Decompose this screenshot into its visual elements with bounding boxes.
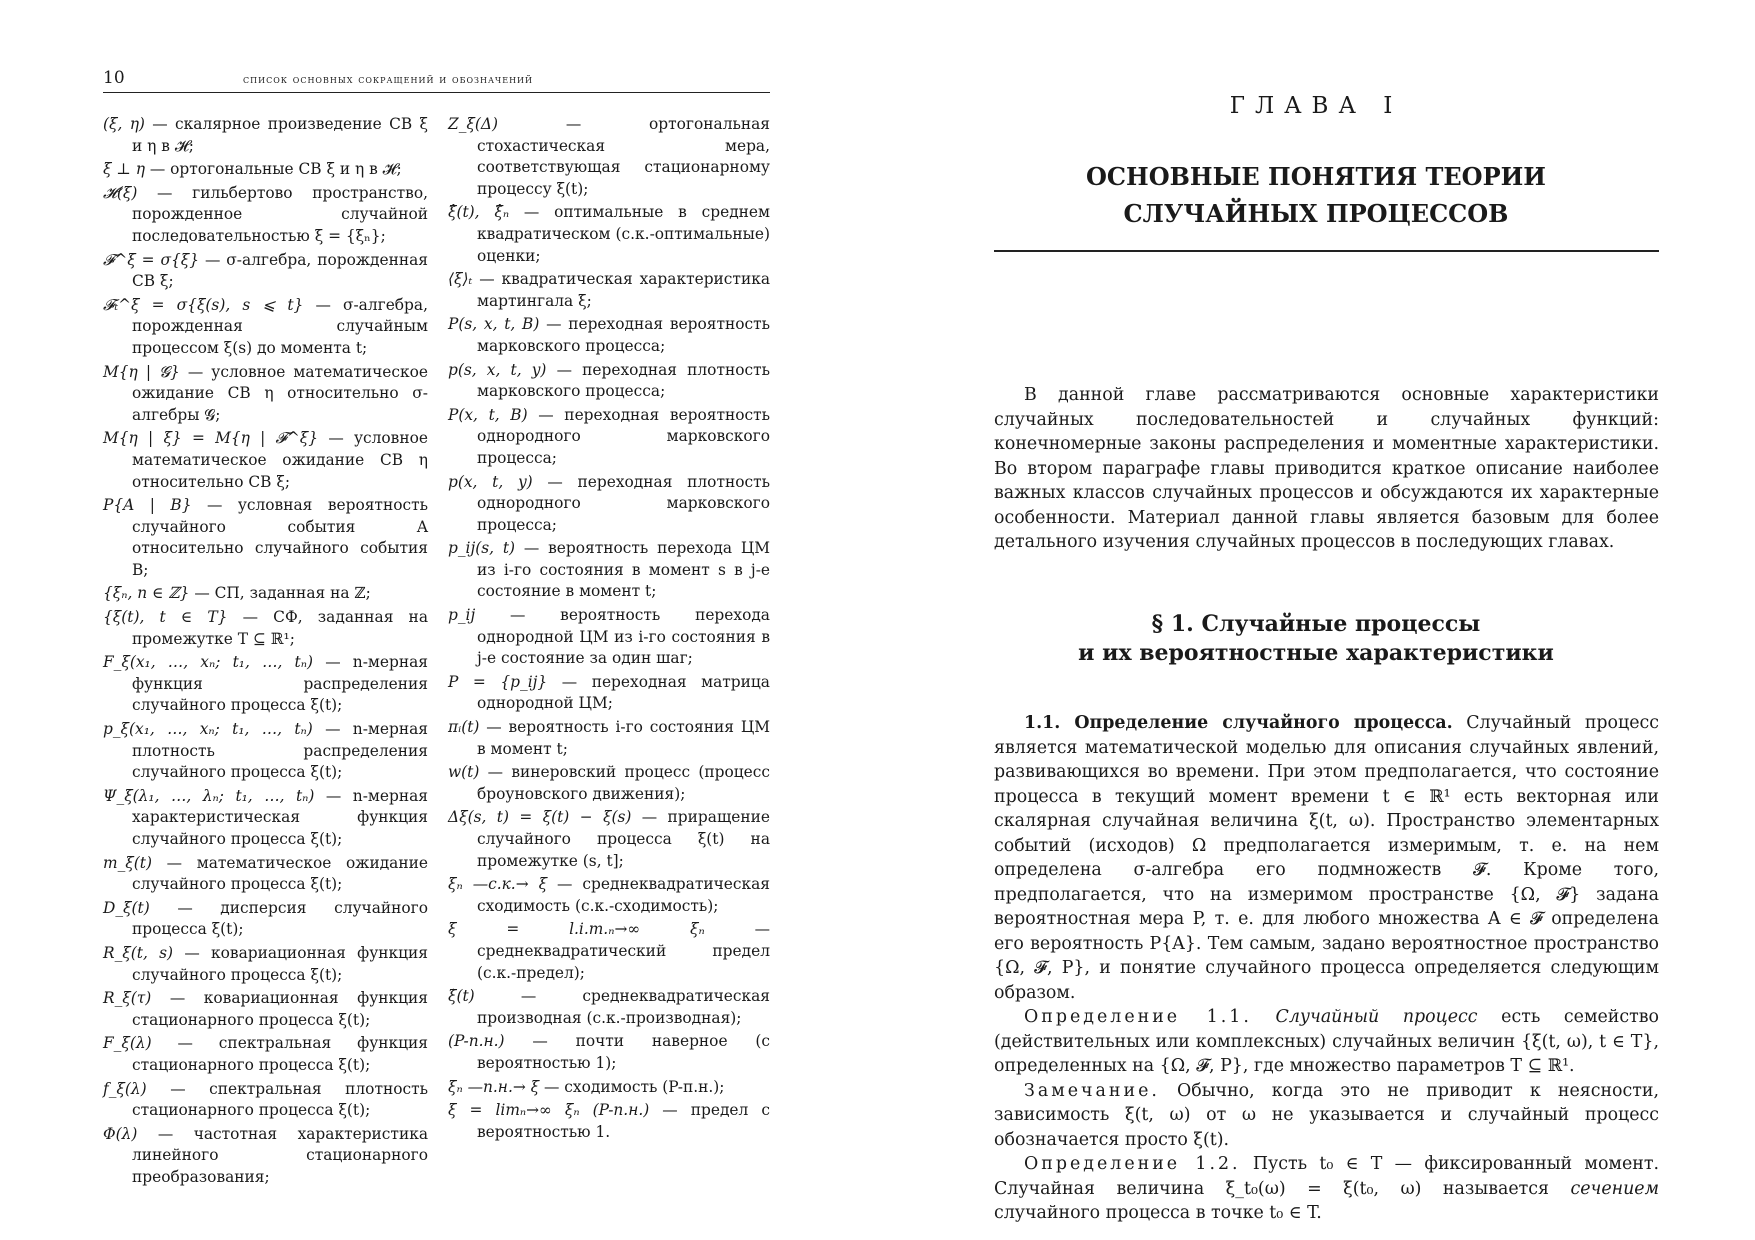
notation-symbol: ξ̂(t), ξ̂ₙ — [448, 203, 510, 222]
notation-entry — [103, 362, 428, 427]
notation-symbol: ξ = limₙ→∞ ξₙ (P-п.н.) — [448, 1101, 650, 1120]
notation-symbol: 𝓗(ξ) — [103, 183, 138, 202]
definition-1-term: Случайный процесс — [1275, 1007, 1478, 1027]
notation-entry — [103, 898, 428, 941]
notation-symbol: (ξ, η) — [103, 115, 145, 133]
subsection-heading: 1.1. Определение случайного процесса. — [1024, 713, 1453, 733]
notation-symbol: P = {p_ij} — [448, 672, 548, 691]
notation-entry — [448, 672, 770, 715]
notation-symbol: p(s, x, t, y) — [448, 360, 547, 379]
notation-description: — переходная вероятность однородного марковского процесса; — [477, 405, 770, 467]
notation-description: — условное математическое ожидание СВ η относительно СВ ξ; — [132, 429, 428, 491]
notation-symbol: R_ξ(t, s) — [103, 943, 174, 962]
notation-symbol: w(t) — [448, 763, 480, 782]
notation-entry — [448, 1100, 770, 1143]
notation-description: — спектральная функция стационарного процесса ξ(t); — [132, 1034, 428, 1074]
notation-symbol: p_ξ(x₁, …, xₙ; t₁, …, tₙ) — [103, 720, 313, 739]
notation-description: — условная вероятность случайного события A относительно случайного события B; — [132, 496, 428, 579]
notation-symbol: F_ξ(λ) — [103, 1034, 152, 1053]
notation-symbol: (P-п.н.) — [448, 1032, 505, 1051]
notation-symbol: F_ξ(x₁, …, xₙ; t₁, …, tₙ) — [103, 653, 313, 672]
notation-entry — [448, 269, 770, 312]
notation-symbol: p(x, t, y) — [448, 472, 533, 491]
definition-2-text-b: случайного процесса в точке t₀ ∈ T. — [994, 1203, 1322, 1223]
notation-description: — σ-алгебра, порожденная случайным процессом ξ(s) до момента t; — [132, 295, 428, 357]
notation-description: — σ-алгебра, порожденная СВ ξ; — [132, 250, 429, 291]
notation-description: — ковариационная функция случайного процесса ξ(t); — [132, 943, 428, 984]
notation-entry — [448, 605, 770, 670]
notation-symbol: m_ξ(t) — [103, 853, 152, 872]
notation-entry — [103, 1033, 428, 1076]
notation-symbol: Φ(λ) — [103, 1124, 138, 1143]
notation-entry — [103, 719, 428, 784]
notation-symbol: ξₙ —п.н.→ ξ — [448, 1077, 540, 1096]
section-title-line-1: § 1. Случайные процессы — [1151, 611, 1481, 637]
section-body — [994, 711, 1659, 1226]
notation-entry — [103, 1079, 428, 1122]
chapter-title — [877, 158, 1755, 232]
notation-symbol: P(x, t, B) — [448, 405, 528, 424]
notation-description: — среднеквадратическая сходимость (с.к.-сходимость); — [477, 875, 770, 915]
notation-entry — [448, 1077, 770, 1099]
notation-entry — [448, 717, 770, 760]
notation-entry — [448, 472, 770, 537]
notation-symbol: f_ξ(λ) — [103, 1079, 147, 1098]
notation-description: — приращение случайного процесса ξ(t) на промежутке (s, t]; — [477, 808, 770, 870]
notation-symbol: {ξₙ, n ∈ ℤ} — [103, 584, 190, 603]
chapter-title-line-2: СЛУЧАЙНЫХ ПРОЦЕССОВ — [1123, 199, 1509, 228]
chapter-label: ГЛАВА I — [1229, 93, 1403, 119]
notation-symbol: ⟨ξ⟩ₜ — [448, 270, 473, 289]
section-title-line-2: и их вероятностные характеристики — [1078, 640, 1554, 666]
notation-entry — [448, 986, 770, 1029]
remark-label: Замечание. — [1024, 1080, 1160, 1101]
notation-description: — условное математическое ожидание СВ η относительно σ-алгебры 𝓖; — [132, 362, 428, 424]
definition-2 — [994, 1152, 1659, 1226]
notation-entry — [103, 250, 428, 293]
notation-symbol: P(s, x, t, B) — [448, 315, 540, 334]
notation-description: — ортогональные СВ ξ и η в 𝓗; — [144, 160, 402, 179]
notation-column-2 — [448, 114, 770, 1145]
notation-symbol: R_ξ(τ) — [103, 989, 152, 1008]
section-title — [877, 610, 1755, 668]
notation-entry — [448, 114, 770, 200]
notation-entry — [448, 762, 770, 805]
notation-symbol: ξ̇(t) — [448, 987, 475, 1006]
running-head: список основных сокращений и обозначений — [243, 72, 533, 86]
notation-entry — [448, 405, 770, 470]
notation-description: — среднеквадратическая производная (с.к.-производная); — [474, 987, 770, 1027]
notation-entry — [103, 428, 428, 493]
notation-symbol: Z_ξ(Δ) — [448, 115, 498, 133]
notation-entry — [448, 919, 770, 984]
notation-entry — [103, 114, 428, 157]
notation-description: — почти наверное (с вероятностью 1); — [477, 1032, 770, 1072]
page-header — [103, 66, 770, 93]
notation-description: — среднеквадратический предел (с.к.-предел); — [477, 920, 770, 982]
notation-description: — ортогональная стохастическая мера, соответствующая стационарному процессу ξ(t); — [477, 115, 770, 198]
notation-description: — переходная плотность однородного марковского процесса; — [477, 472, 770, 534]
notation-description: — математическое ожидание случайного процесса ξ(t); — [132, 853, 428, 894]
notation-entry — [448, 538, 770, 603]
notation-symbol: Δξ(s, t) = ξ(t) − ξ(s) — [448, 808, 632, 827]
page-number: 10 — [103, 68, 125, 88]
notation-description: — вероятность перехода однородной ЦМ из i-го состояния в j-е состояние за один шаг; — [475, 606, 770, 668]
notation-description: — переходная матрица однородной ЦМ; — [477, 672, 770, 713]
notation-description: — ковариационная функция стационарного процесса ξ(t); — [132, 989, 428, 1029]
notation-entry — [103, 183, 428, 248]
notation-description: — вероятность i-го состояния ЦМ в момент t; — [477, 718, 770, 758]
notation-description: — СФ, заданная на промежутке T ⊆ ℝ¹; — [132, 608, 428, 648]
notation-entry — [103, 1124, 428, 1189]
notation-entry — [448, 314, 770, 357]
notation-entry — [103, 607, 428, 650]
notation-symbol: p_ij — [448, 606, 476, 625]
notation-entry — [103, 988, 428, 1031]
subsection-text: Случайный процесс является математической моделью для описания случайных явлений, развивающихся во времени. При этом предполагается, что состояние процесса в текущий момент времени t ∈ ℝ¹ есть векторная или скалярная случайная величина ξ(t, ω). Пространство элементарных событий (исходов) Ω предполагается измеримым, т. е. на нем определена σ-алгебра его подмножеств 𝓕. Кроме того, предполагается, что на измеримом пространстве {Ω, 𝓕} задана вероятностная мера P, т. е. для любого множества A ∈ 𝓕 определена его вероятность P{A}. Тем самым, задано вероятностное пространство {Ω, 𝓕, P}, и понятие случайного процесса определяется следующим образом. — [994, 713, 1659, 1003]
chapter-title-line-1: ОСНОВНЫЕ ПОНЯТИЯ ТЕОРИИ — [1086, 162, 1546, 191]
notation-entry — [103, 295, 428, 360]
definition-1 — [994, 1005, 1659, 1079]
notation-entry — [448, 360, 770, 403]
notation-entry — [448, 202, 770, 267]
notation-description: — сходимость (P-п.н.); — [539, 1077, 725, 1096]
chapter-rule — [994, 250, 1659, 252]
notation-description: — вероятность перехода ЦМ из i-го состояния в момент s в j-е состояние в момент t; — [477, 539, 771, 601]
notation-description: — частотная характеристика линейного стационарного преобразования; — [132, 1124, 428, 1186]
notation-symbol: πᵢ(t) — [448, 718, 480, 737]
notation-description: — переходная вероятность марковского процесса; — [477, 315, 770, 355]
definition-2-text-a: Пусть t₀ ∈ T — фиксированный момент. Случайная величина ξ_t₀(ω) = ξ(t₀, ω) называется — [994, 1154, 1659, 1199]
notation-symbol: Ψ_ξ(λ₁, …, λₙ; t₁, …, tₙ) — [103, 786, 315, 805]
notation-description: — квадратическая характеристика мартингала ξ; — [472, 270, 770, 310]
notation-symbol: {ξ(t), t ∈ T} — [103, 608, 228, 627]
definition-2-term: сечением — [1570, 1178, 1659, 1199]
notation-description: — n-мерная характеристическая функция случайного процесса ξ(t); — [132, 786, 428, 848]
remark — [994, 1079, 1659, 1153]
definition-1-text: есть семейство (действительных или комплексных) случайных величин {ξ(t, ω), t ∈ T}, определенных на {Ω, 𝓕, P}, где множество параметров T ⊆ ℝ¹. — [994, 1007, 1659, 1076]
notation-symbol: 𝓕^ξ = σ{ξ} — [103, 250, 200, 269]
notation-symbol: ξₙ —с.к.→ ξ — [448, 875, 548, 894]
notation-entry — [103, 495, 428, 581]
left-page — [0, 0, 877, 1240]
notation-description: — СП, заданная на ℤ; — [189, 584, 371, 603]
notation-description: — n-мерная функция распределения случайного процесса ξ(t); — [132, 653, 428, 715]
notation-entry — [103, 583, 428, 605]
subsection-paragraph — [994, 711, 1659, 1005]
notation-description: — дисперсия случайного процесса ξ(t); — [132, 898, 428, 939]
notation-description: — оптимальные в среднем квадратическом (с.к.-оптимальные) оценки; — [477, 203, 771, 265]
notation-symbol: D_ξ(t) — [103, 898, 150, 917]
notation-description: — скалярное произведение СВ ξ и η в 𝓗; — [132, 115, 429, 155]
notation-symbol: M{η | 𝓖} — [103, 362, 180, 381]
notation-description: — спектральная плотность стационарного процесса ξ(t); — [132, 1079, 428, 1120]
definition-1-label: Определение 1.1. — [1024, 1007, 1252, 1027]
notation-entry — [103, 159, 428, 181]
definition-2-label: Определение 1.2. — [1024, 1154, 1241, 1174]
notation-symbol: M{η | ξ} = M{η | 𝓕^ξ} — [103, 429, 319, 448]
notation-symbol: 𝓕ₜ^ξ = σ{ξ(s), s ⩽ t} — [103, 295, 304, 314]
remark-text: Обычно, когда это не приводит к неясности, зависимость ξ(t, ω) от ω не указывается и случайный процесс обозначается просто ξ(t). — [994, 1080, 1659, 1150]
notation-symbol: ξ ⊥ η — [103, 160, 145, 179]
right-page — [877, 0, 1755, 1240]
notation-description: — n-мерная плотность распределения случайного процесса ξ(t); — [132, 720, 428, 782]
notation-description: — переходная плотность марковского процесса; — [477, 360, 770, 401]
notation-description: — предел с вероятностью 1. — [477, 1101, 770, 1141]
notation-entry — [103, 943, 428, 986]
notation-entry — [448, 1031, 770, 1074]
notation-description: — гильбертово пространство, порожденное случайной последовательностью ξ = {ξₙ}; — [132, 183, 428, 245]
notation-entry — [103, 853, 428, 896]
notation-symbol: p_ij(s, t) — [448, 539, 516, 558]
notation-symbol: P{A | B} — [103, 496, 192, 515]
notation-entry — [448, 874, 770, 917]
notation-entry — [103, 652, 428, 717]
notation-entry — [103, 786, 428, 851]
chapter-intro: В данной главе рассматриваются основные характеристики случайных последовательностей и случайных функций: конечномерные законы распределения и моментные характеристики. Во втором параграфе главы приводится краткое описание наиболее важных классов случайных процессов и обсуждаются их характерные особенности. Материал данной главы является базовым для более детального изучения случайных процессов в последующих главах. — [994, 385, 1659, 552]
notation-column-1 — [103, 114, 428, 1191]
notation-description: — винеровский процесс (процесс броуновского движения); — [477, 763, 770, 803]
notation-entry — [448, 807, 770, 872]
notation-symbol: ξ = l.i.m.ₙ→∞ ξₙ — [448, 920, 705, 939]
